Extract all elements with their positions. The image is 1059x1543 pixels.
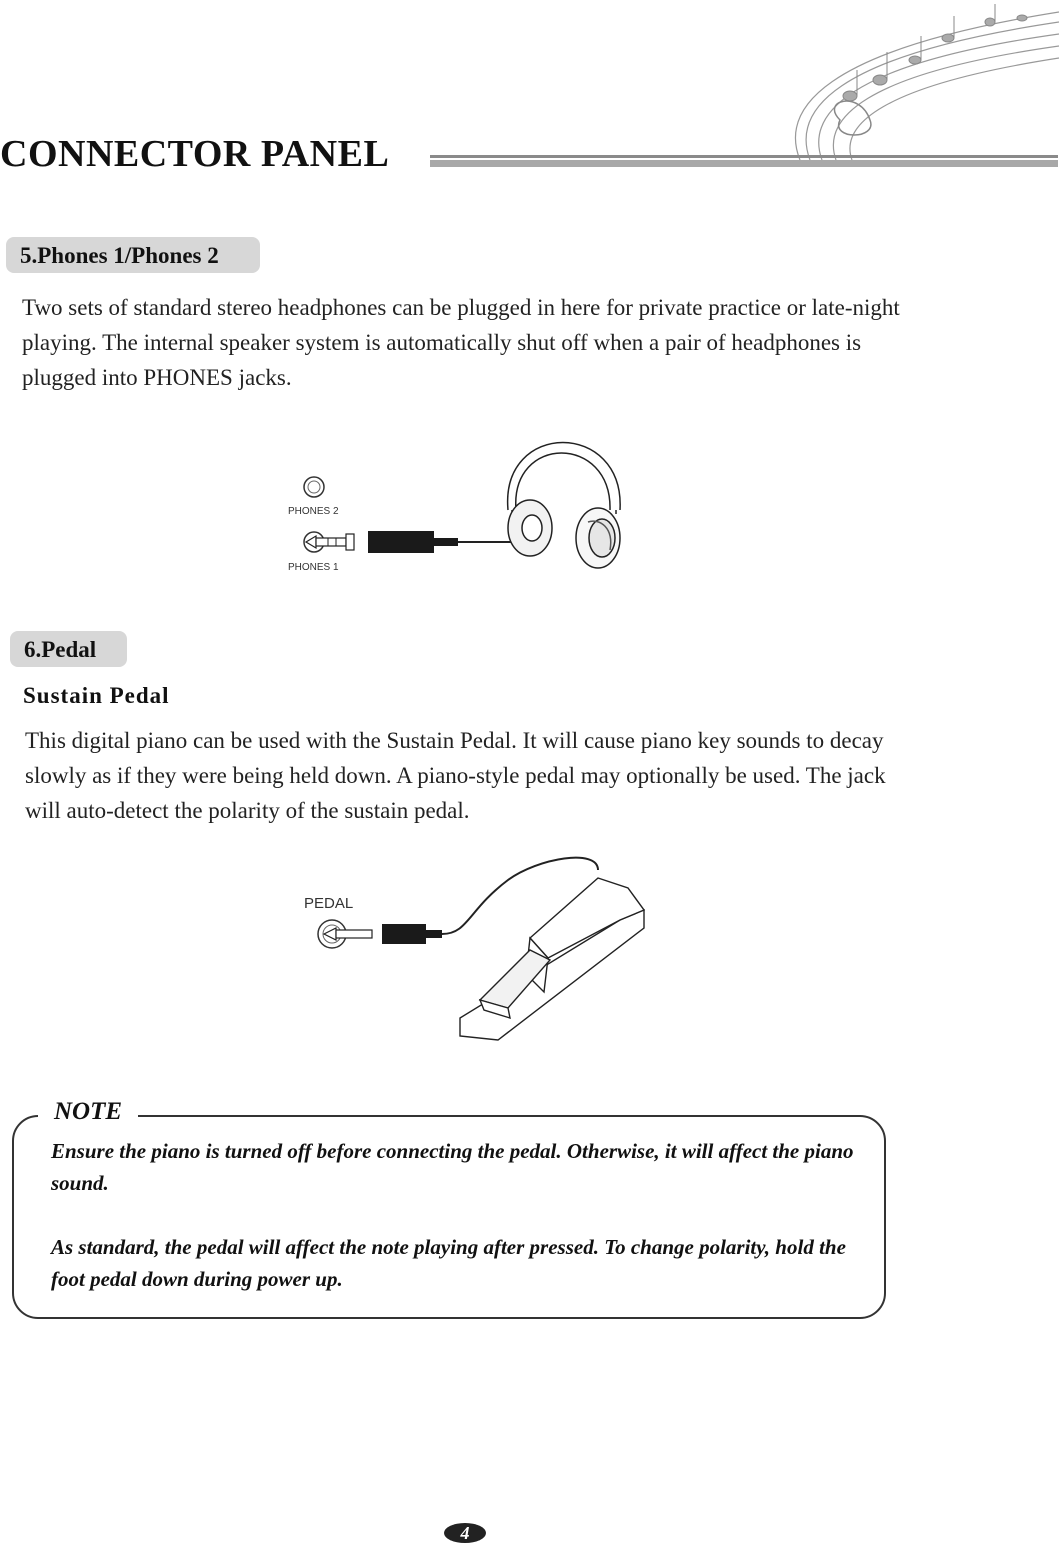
sustain-pedal-connection-illustration	[298, 850, 658, 1050]
title-rule-divider	[430, 155, 1058, 167]
sustain-pedal-subtitle: Sustain Pedal	[23, 683, 170, 708]
sustain-pedal-icon	[460, 878, 644, 1040]
pedal-description: This digital piano can be used with the Sustain Pedal. It will cause piano key sounds to decay slowly as if they were being held down. A piano-style pedal may optionally be used. The jack will auto-detect the polarity of the sustain pedal.	[25, 728, 886, 823]
note-paragraph: Ensure the piano is turned off before connecting the pedal. Otherwise, it will affect the piano sound.	[51, 1139, 854, 1195]
music-notes-decoration-icon	[760, 0, 1059, 160]
phones-2-jack-icon	[304, 477, 324, 497]
section-heading-pedal: 6.Pedal	[10, 631, 127, 667]
headphones-connection-illustration	[280, 410, 640, 585]
page-title: CONNECTOR PANEL	[0, 133, 390, 175]
headphones-icon	[508, 443, 621, 569]
phones-2-label: PHONES 2	[288, 506, 339, 517]
pedal-label: PEDAL	[304, 895, 354, 912]
section-heading-phones: 5.Phones 1/Phones 2	[6, 237, 260, 273]
phones-description: Two sets of standard stereo headphones can be plugged in here for private practice or late-night playing. The internal speaker system is automatically shut off when a pair of headphones is plugged into PHONES jacks.	[22, 295, 900, 390]
note-paragraph: As standard, the pedal will affect the note playing after pressed. To change polarity, hold the foot pedal down during power up.	[51, 1235, 846, 1291]
phones-1-label: PHONES 1	[288, 562, 339, 573]
note-heading: NOTE	[38, 1098, 138, 1126]
page-number-badge: 4	[444, 1523, 486, 1543]
